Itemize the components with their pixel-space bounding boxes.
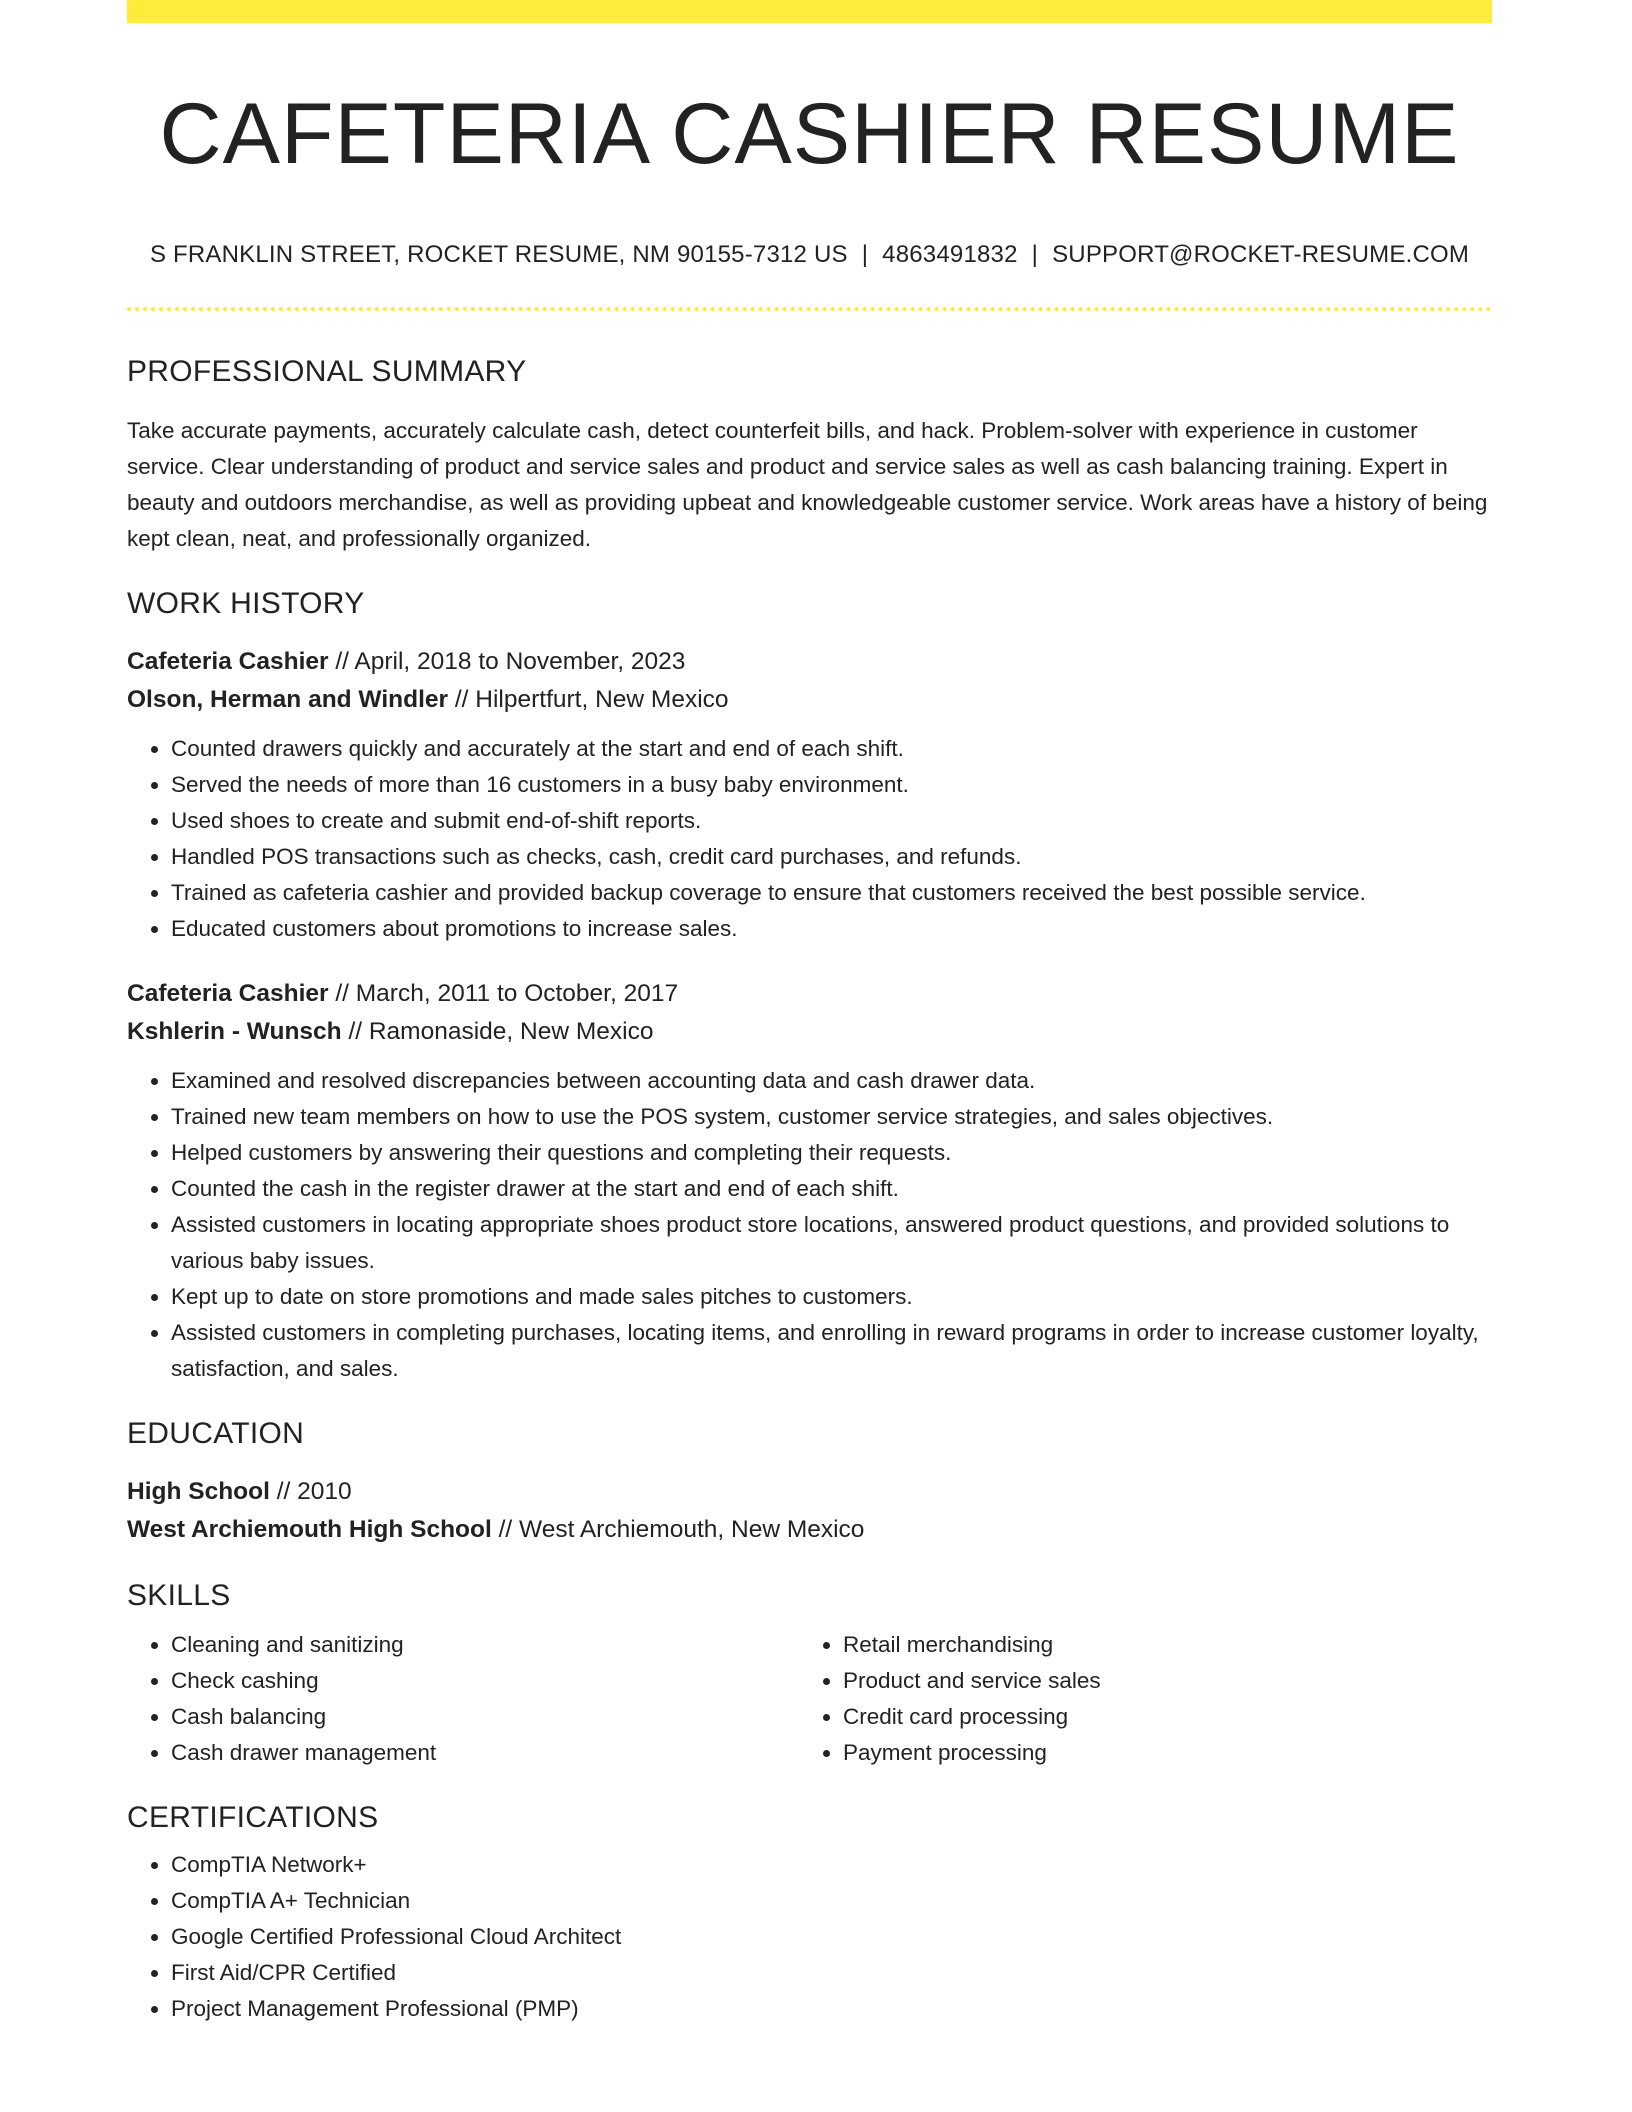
- job-company: Olson, Herman and Windler: [127, 686, 449, 714]
- skills-column-right: [799, 1627, 1471, 1771]
- skills-list: [127, 1627, 799, 1771]
- job-entry: [127, 643, 1492, 947]
- list-item: • Used shoes to create and submit end-of-shift reports.: [171, 803, 1492, 839]
- list-item: • Payment processing: [843, 1735, 1471, 1771]
- job-company: Kshlerin - Wunsch: [127, 1018, 342, 1046]
- education-school: West Archiemouth High School: [127, 1516, 492, 1544]
- summary-heading: PROFESSIONAL SUMMARY: [127, 355, 527, 389]
- job-title-line: [127, 643, 1492, 681]
- list-item: • Kept up to date on store promotions and made sales pitches to customers.: [171, 1279, 1492, 1315]
- list-item: • Cash drawer management: [171, 1735, 799, 1771]
- list-item: • Google Certified Professional Cloud Architect: [171, 1919, 1492, 1955]
- job-dates: // April, 2018 to November, 2023: [328, 648, 686, 676]
- job-company-line: [127, 681, 1492, 719]
- list-item: • Product and service sales: [843, 1663, 1471, 1699]
- list-item: • Retail merchandising: [843, 1627, 1471, 1663]
- top-accent-bar: [127, 0, 1492, 23]
- contact-address: S FRANKLIN STREET, ROCKET RESUME, NM 90155-7312 US: [149, 241, 848, 269]
- certifications-list: [127, 1847, 1492, 2027]
- list-item: • CompTIA A+ Technician: [171, 1883, 1492, 1919]
- skills-grid: [127, 1627, 1492, 1771]
- education-degree-line: [127, 1473, 1492, 1511]
- contact-separator: |: [1031, 241, 1039, 269]
- list-item: • First Aid/CPR Certified: [171, 1955, 1492, 1991]
- list-item: • Trained new team members on how to use the POS system, customer service strategies, and sales objectives.: [171, 1099, 1492, 1135]
- job-company-line: [127, 1013, 1492, 1051]
- list-item: • Counted the cash in the register drawer at the start and end of each shift.: [171, 1171, 1492, 1207]
- skills-list: [799, 1627, 1471, 1771]
- list-item: • Examined and resolved discrepancies between accounting data and cash drawer data.: [171, 1063, 1492, 1099]
- dotted-divider: [127, 307, 1492, 311]
- list-item: • Trained as cafeteria cashier and provided backup coverage to ensure that customers received the best possible service.: [171, 875, 1492, 911]
- job-title: Cafeteria Cashier: [127, 980, 329, 1008]
- job-title: Cafeteria Cashier: [127, 648, 329, 676]
- resume-title: CAFETERIA CASHIER RESUME: [159, 86, 1460, 182]
- list-item: • Served the needs of more than 16 customers in a busy baby environment.: [171, 767, 1492, 803]
- education-heading: EDUCATION: [127, 1417, 305, 1451]
- job-location: // Hilpertfurt, New Mexico: [448, 686, 729, 714]
- education-entry: [127, 1473, 1492, 1549]
- education-location: // West Archiemouth, New Mexico: [491, 1516, 865, 1544]
- list-item: • Cash balancing: [171, 1699, 799, 1735]
- resume-content: [127, 0, 1492, 2027]
- contact-line: [127, 241, 1492, 269]
- skills-heading: SKILLS: [127, 1579, 231, 1613]
- contact-separator: |: [861, 241, 869, 269]
- skills-column-left: [127, 1627, 799, 1771]
- contact-phone: 4863491832: [882, 241, 1018, 269]
- work-history-heading: WORK HISTORY: [127, 587, 365, 621]
- list-item: • Handled POS transactions such as checks, cash, credit card purchases, and refunds.: [171, 839, 1492, 875]
- list-item: • Helped customers by answering their questions and completing their requests.: [171, 1135, 1492, 1171]
- list-item: • Assisted customers in completing purchases, locating items, and enrolling in reward programs in order to increase customer loyalty, satisfaction, and sales.: [171, 1315, 1492, 1387]
- job-title-line: [127, 975, 1492, 1013]
- list-item: • Counted drawers quickly and accurately at the start and end of each shift.: [171, 731, 1492, 767]
- certifications-heading: CERTIFICATIONS: [127, 1801, 379, 1835]
- job-location: // Ramonaside, New Mexico: [341, 1018, 654, 1046]
- education-school-line: [127, 1511, 1492, 1549]
- list-item: • Check cashing: [171, 1663, 799, 1699]
- job-dates: // March, 2011 to October, 2017: [328, 980, 679, 1008]
- list-item: • Project Management Professional (PMP): [171, 1991, 1492, 2027]
- list-item: • CompTIA Network+: [171, 1847, 1492, 1883]
- list-item: • Cleaning and sanitizing: [171, 1627, 799, 1663]
- job-duties-list: [127, 731, 1492, 947]
- list-item: • Credit card processing: [843, 1699, 1471, 1735]
- contact-email: SUPPORT@ROCKET-RESUME.COM: [1052, 241, 1470, 269]
- education-degree: High School: [127, 1478, 270, 1506]
- education-year: // 2010: [269, 1478, 352, 1506]
- job-entry: [127, 975, 1492, 1387]
- list-item: • Assisted customers in locating appropriate shoes product store locations, answered product questions, and provided solutions to various baby issues.: [171, 1207, 1492, 1279]
- summary-text: Take accurate payments, accurately calculate cash, detect counterfeit bills, and hack. Problem-solver with experience in customer service. Clear understanding of product and service sales and product and service sales as well as cash balancing training. Expert in beauty and outdoors merchandise, as well as providing upbeat and knowledgeable customer service. Work areas have a history of being kept clean, neat, and professionally organized.: [127, 418, 1488, 552]
- list-item: • Educated customers about promotions to increase sales.: [171, 911, 1492, 947]
- job-duties-list: [127, 1063, 1492, 1387]
